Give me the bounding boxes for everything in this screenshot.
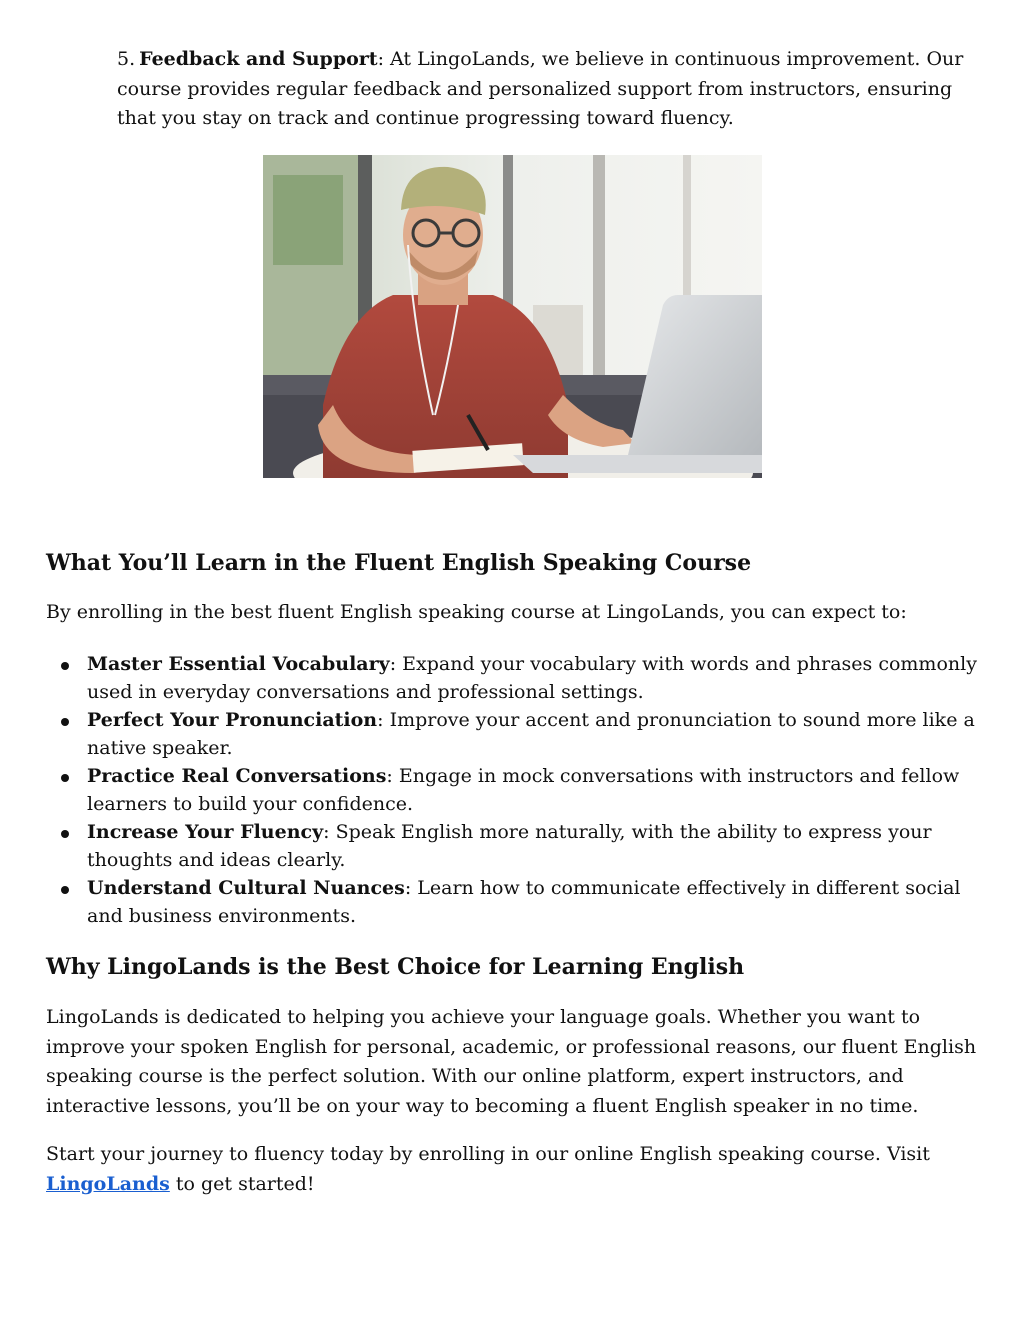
list-item-title: Increase Your Fluency <box>87 821 324 843</box>
cta-text-before: Start your journey to fluency today by enrolling in our online English speaking course. Visit <box>46 1143 930 1165</box>
list-item <box>46 706 986 762</box>
why-section-heading: Why LingoLands is the Best Choice for Learning English <box>46 954 745 980</box>
list-item-text: : Engage in mock conversations with instructors and fellow learners to build your confidence. <box>87 765 960 815</box>
bullet-icon <box>61 830 69 838</box>
learn-bullet-list <box>46 650 986 930</box>
item-text: : At LingoLands, we believe in continuous improvement. Our course provides regular feedback and personalized support from instructors, ensuring that you stay on track and continue progressing toward fluency. <box>117 48 964 129</box>
bullet-icon <box>61 774 69 782</box>
list-item-text: : Improve your accent and pronunciation to sound more like a native speaker. <box>87 709 975 759</box>
list-item <box>46 874 986 930</box>
list-item-text: : Speak English more naturally, with the ability to express your thoughts and ideas clearly. <box>87 821 932 871</box>
bullet-icon <box>61 662 69 670</box>
list-item-title: Master Essential Vocabulary <box>87 653 390 675</box>
bullet-icon <box>61 886 69 894</box>
cta-text-after: to get started! <box>169 1172 315 1195</box>
list-item <box>46 762 986 818</box>
learn-section-heading: What You’ll Learn in the Fluent English Speaking Course <box>46 550 752 576</box>
list-item-text: : Expand your vocabulary with words and phrases commonly used in everyday conversations and professional settings. <box>87 653 977 703</box>
list-item <box>46 818 986 874</box>
list-item-title: Practice Real Conversations <box>87 765 387 787</box>
student-laptop-photo <box>263 155 762 478</box>
bullet-icon <box>61 718 69 726</box>
why-paragraph: LingoLands is dedicated to helping you achieve your language goals. Whether you want to improve your spoken English for personal, academic, or professional reasons, our fluent English speaking course is the perfect solution. With our online platform, expert instructors, and interactive lessons, you’ll be on your way to becoming a fluent English speaker in no time. <box>46 1006 977 1117</box>
feedback-support-item <box>117 45 987 134</box>
learn-intro-text: By enrolling in the best fluent English speaking course at LingoLands, you can expect to: <box>46 601 907 623</box>
item-title: Feedback and Support <box>139 48 378 70</box>
list-item-title: Perfect Your Pronunciation <box>87 709 378 731</box>
lingolands-link[interactable]: LingoLands <box>46 1172 170 1195</box>
item-number: 5. <box>117 48 136 70</box>
list-item <box>46 650 986 706</box>
cta-paragraph <box>46 1140 986 1199</box>
list-item-title: Understand Cultural Nuances <box>87 877 405 899</box>
list-item-text: : Learn how to communicate effectively in different social and business environments. <box>87 877 961 927</box>
